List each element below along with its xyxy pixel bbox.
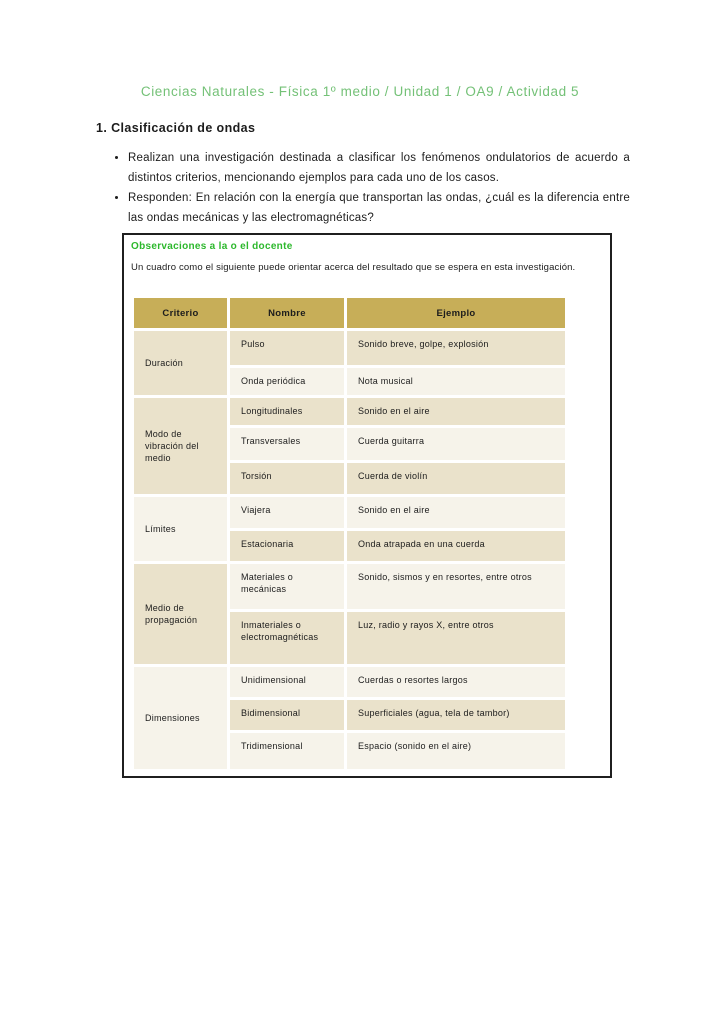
- criterio-cell: Límites: [134, 497, 227, 561]
- section-heading: 1. Clasificación de ondas: [96, 121, 256, 135]
- wave-classification-table: [131, 295, 568, 772]
- ejemplo-cell: Cuerdas o resortes largos: [347, 667, 565, 697]
- observations-label: Observaciones a la o el docente: [131, 241, 293, 252]
- ejemplo-cell: Cuerda guitarra: [347, 428, 565, 460]
- ejemplo-cell: Sonido en el aire: [347, 398, 565, 425]
- table-row: [134, 331, 565, 365]
- criterio-cell: Duración: [134, 331, 227, 395]
- ejemplo-cell: Sonido, sismos y en resortes, entre otros: [347, 564, 565, 609]
- observations-box: [122, 233, 612, 778]
- bullet-list: [96, 148, 630, 228]
- nombre-cell: Onda periódica: [230, 368, 344, 395]
- nombre-cell: Unidimensional: [230, 667, 344, 697]
- nombre-cell: Transversales: [230, 428, 344, 460]
- observations-intro: Un cuadro como el siguiente puede orientar acerca del resultado que se espera en esta investigación.: [131, 262, 576, 273]
- ejemplo-cell: Cuerda de violín: [347, 463, 565, 494]
- nombre-cell: Pulso: [230, 331, 344, 365]
- nombre-cell: Materiales o mecánicas: [230, 564, 344, 609]
- nombre-cell: Bidimensional: [230, 700, 344, 730]
- nombre-cell: Estacionaria: [230, 531, 344, 561]
- ejemplo-cell: Sonido breve, golpe, explosión: [347, 331, 565, 365]
- document-page: [0, 84, 720, 778]
- table-row: [134, 564, 565, 609]
- ejemplo-cell: Onda atrapada en una cuerda: [347, 531, 565, 561]
- ejemplo-cell: Superficiales (agua, tela de tambor): [347, 700, 565, 730]
- nombre-cell: Longitudinales: [230, 398, 344, 425]
- ejemplo-cell: Nota musical: [347, 368, 565, 395]
- table-row: [134, 667, 565, 697]
- column-header-criterio: Criterio: [134, 298, 227, 328]
- nombre-cell: Viajera: [230, 497, 344, 528]
- page-title: Ciencias Naturales - Física 1º medio / Unidad 1 / OA9 / Actividad 5: [140, 84, 580, 99]
- bullet-item: • Responden: En relación con la energía que transportan las ondas, ¿cuál es la diferencia entre las ondas mecánicas y las electromagnéticas?: [128, 188, 630, 228]
- ejemplo-cell: Luz, radio y rayos X, entre otros: [347, 612, 565, 664]
- ejemplo-cell: Espacio (sonido en el aire): [347, 733, 565, 769]
- table-header-row: [134, 298, 565, 328]
- nombre-cell: Torsión: [230, 463, 344, 494]
- criterio-cell: Modo de vibración del medio: [134, 398, 227, 494]
- table-row: [134, 398, 565, 425]
- ejemplo-cell: Sonido en el aire: [347, 497, 565, 528]
- criterio-cell: Dimensiones: [134, 667, 227, 769]
- column-header-nombre: Nombre: [230, 298, 344, 328]
- nombre-cell: Inmateriales o electromagnéticas: [230, 612, 344, 664]
- nombre-cell: Tridimensional: [230, 733, 344, 769]
- table-body: [134, 331, 565, 769]
- criterio-cell: Medio de propagación: [134, 564, 227, 664]
- column-header-ejemplo: Ejemplo: [347, 298, 565, 328]
- table-row: [134, 497, 565, 528]
- bullet-item: • Realizan una investigación destinada a clasificar los fenómenos ondulatorios de acuerdo a distintos criterios, mencionando ejemplos para cada uno de los casos.: [128, 148, 630, 188]
